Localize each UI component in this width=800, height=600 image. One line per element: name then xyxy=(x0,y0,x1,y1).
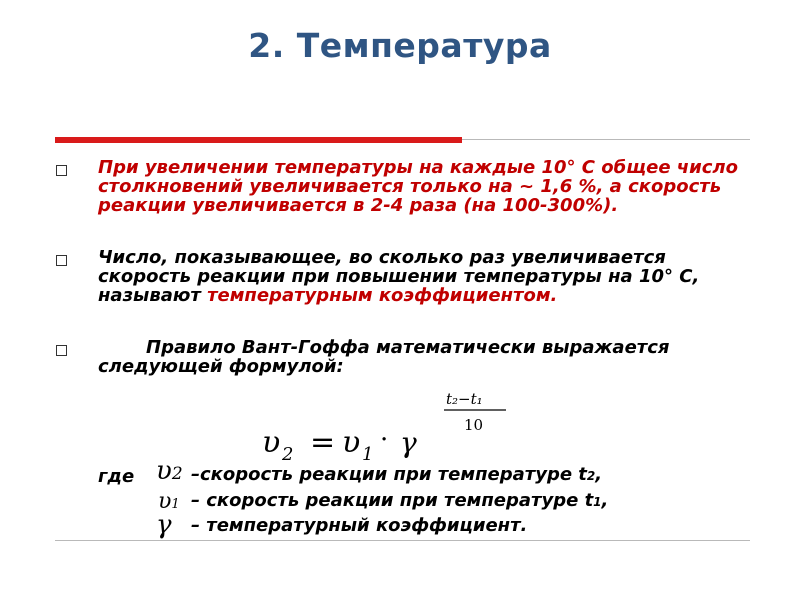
bullet-square-icon xyxy=(56,345,67,356)
formula-dot: · xyxy=(380,425,389,455)
formula-rhs-symbol: υ xyxy=(342,425,361,460)
bullet-2-main: Число, показывающее, во сколько раз увеличивается скорость реакции при повышении температуры на 10° С, называют xyxy=(98,247,700,306)
bullet-square-icon xyxy=(56,165,67,176)
legend-line-1: –скорость реакции при температуре t2, xyxy=(191,464,603,485)
title-rule-red xyxy=(55,137,462,143)
legend-symbol-v1: υ1 xyxy=(158,489,180,514)
where-label: где xyxy=(98,466,135,487)
bullet-square-icon xyxy=(56,255,67,266)
formula-lhs-symbol: υ xyxy=(262,425,281,460)
formula-rhs-sub: 1 xyxy=(362,444,374,465)
formula-equals: = xyxy=(310,425,336,460)
bullet-2-accent: температурным коэффициентом. xyxy=(207,285,558,306)
bullet-3-main: Правило Вант-Гоффа математически выражается следующей формулой: xyxy=(98,337,670,377)
legend-line-2: – скорость реакции при температуре t1, xyxy=(191,490,609,511)
formula-exponent xyxy=(440,388,520,438)
bullet-1-text: При увеличении температуры на каждые 10° С общее число столкновений увеличивается только на ~ 1,6 %, а скорость реакции увеличивается в 2-4 раза (на 100-300%). xyxy=(98,157,738,216)
legend-symbol-v2: υ2 xyxy=(156,456,183,486)
formula-gamma: γ xyxy=(400,426,417,459)
formula-exp-denominator: 10 xyxy=(464,416,484,434)
title-rule-gray xyxy=(462,139,750,140)
formula-exp-numerator: t₂−t₁ xyxy=(446,390,483,408)
legend-line-3: – температурный коэффициент. xyxy=(191,515,528,536)
bullet-3-text xyxy=(98,338,748,376)
slide-title: 2. Температура xyxy=(248,26,552,65)
bullet-2-text xyxy=(98,248,748,305)
formula-lhs-sub: 2 xyxy=(282,444,294,465)
legend-symbol-gamma: γ xyxy=(156,510,172,540)
bottom-rule xyxy=(55,540,750,541)
